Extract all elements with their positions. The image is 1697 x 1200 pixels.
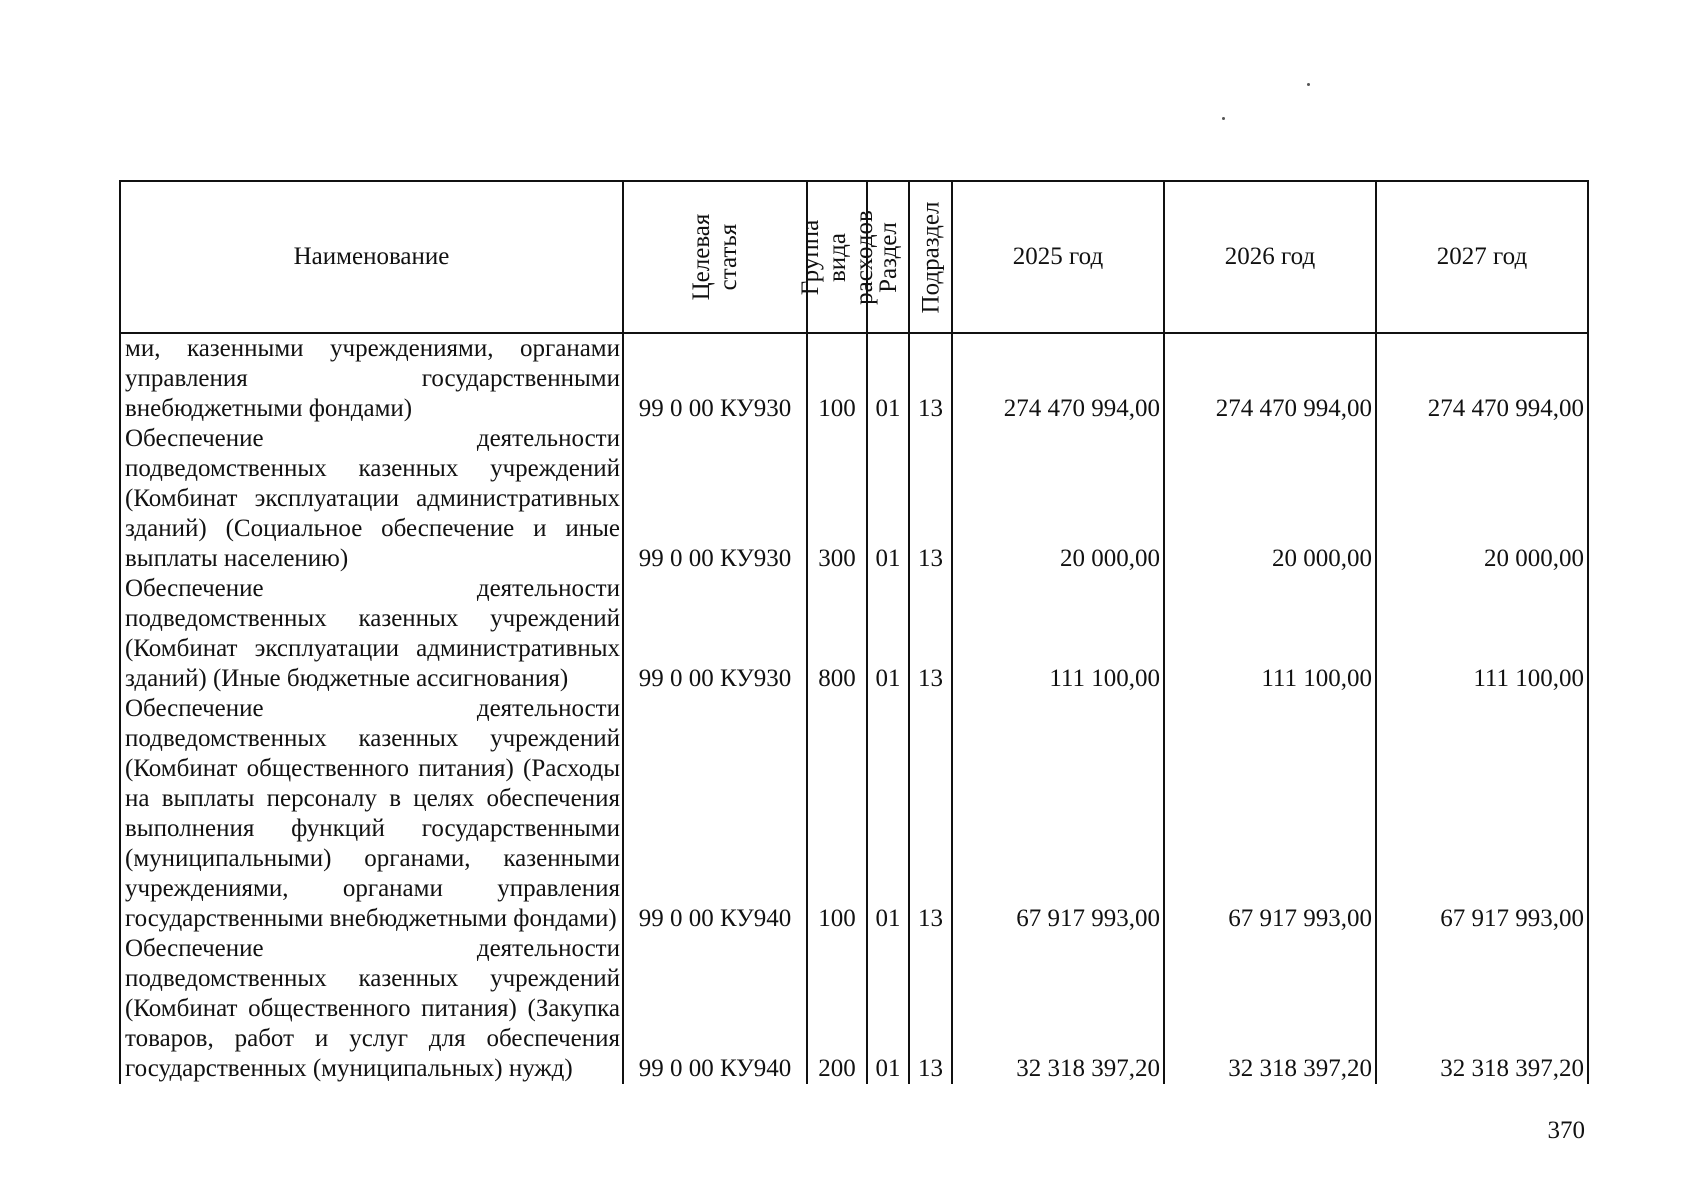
row-expense-group: 200 bbox=[807, 934, 867, 1084]
header-row bbox=[120, 181, 1588, 333]
row-expense-group: 800 bbox=[807, 574, 867, 694]
row-amount-2025: 32 318 397,20 bbox=[952, 934, 1164, 1084]
row-amount-2025: 20 000,00 bbox=[952, 424, 1164, 574]
row-amount-2025: 274 470 994,00 bbox=[952, 333, 1164, 424]
header-year-2027: 2027 год bbox=[1376, 181, 1588, 333]
table-row bbox=[120, 333, 1588, 424]
table-row bbox=[120, 934, 1588, 1084]
row-name: Обеспечение деятельности подведомственных казенных учреждений (Комбинат эксплуатации административных зданий) (Иные бюджетные ассигнования) bbox=[120, 574, 623, 694]
row-amount-2027: 32 318 397,20 bbox=[1376, 934, 1588, 1084]
row-amount-2026: 67 917 993,00 bbox=[1164, 694, 1376, 934]
row-name: Обеспечение деятельности подведомственных казенных учреждений (Комбинат общественного питания) (Расходы на выплаты персоналу в целях обеспечения выполнения функций государственными (муниципальными) органами, казенными учреждениями, органами управления государственными внебюджетными фондами) bbox=[120, 694, 623, 934]
header-subsection: Подраздел bbox=[909, 181, 952, 333]
row-subsection: 13 bbox=[909, 574, 952, 694]
row-subsection: 13 bbox=[909, 424, 952, 574]
row-subsection: 13 bbox=[909, 934, 952, 1084]
row-amount-2026: 111 100,00 bbox=[1164, 574, 1376, 694]
table-row bbox=[120, 424, 1588, 574]
row-expense-group: 300 bbox=[807, 424, 867, 574]
header-expense-group: Группа вида расходов bbox=[807, 181, 867, 333]
header-target-article: Целевая статья bbox=[623, 181, 807, 333]
row-section: 01 bbox=[867, 333, 909, 424]
row-target-article: 99 0 00 КУ940 bbox=[623, 694, 807, 934]
table-row bbox=[120, 574, 1588, 694]
scan-speck bbox=[1307, 83, 1310, 86]
table-row bbox=[120, 694, 1588, 934]
row-target-article: 99 0 00 КУ930 bbox=[623, 333, 807, 424]
row-name: Обеспечение деятельности подведомственных казенных учреждений (Комбинат общественного питания) (Закупка товаров, работ и услуг для обеспечения государственных (муниципальных) нужд) bbox=[120, 934, 623, 1084]
header-section: Раздел bbox=[867, 181, 909, 333]
row-target-article: 99 0 00 КУ930 bbox=[623, 574, 807, 694]
header-year-2026: 2026 год bbox=[1164, 181, 1376, 333]
row-amount-2027: 111 100,00 bbox=[1376, 574, 1588, 694]
page-number: 370 bbox=[1547, 1117, 1585, 1144]
row-section: 01 bbox=[867, 694, 909, 934]
row-subsection: 13 bbox=[909, 333, 952, 424]
row-name: Обеспечение деятельности подведомственных казенных учреждений (Комбинат эксплуатации административных зданий) (Социальное обеспечение и иные выплаты населению) bbox=[120, 424, 623, 574]
row-amount-2026: 20 000,00 bbox=[1164, 424, 1376, 574]
row-amount-2026: 32 318 397,20 bbox=[1164, 934, 1376, 1084]
row-amount-2026: 274 470 994,00 bbox=[1164, 333, 1376, 424]
row-expense-group: 100 bbox=[807, 694, 867, 934]
row-target-article: 99 0 00 КУ940 bbox=[623, 934, 807, 1084]
row-amount-2025: 111 100,00 bbox=[952, 574, 1164, 694]
row-expense-group: 100 bbox=[807, 333, 867, 424]
row-amount-2027: 67 917 993,00 bbox=[1376, 694, 1588, 934]
row-amount-2025: 67 917 993,00 bbox=[952, 694, 1164, 934]
row-section: 01 bbox=[867, 934, 909, 1084]
scan-speck bbox=[1222, 117, 1225, 120]
row-section: 01 bbox=[867, 424, 909, 574]
row-name: ми, казенными учреждениями, органами управления государственными внебюджетными фондами) bbox=[120, 333, 623, 424]
row-amount-2027: 274 470 994,00 bbox=[1376, 333, 1588, 424]
row-subsection: 13 bbox=[909, 694, 952, 934]
header-name: Наименование bbox=[120, 181, 623, 333]
row-amount-2027: 20 000,00 bbox=[1376, 424, 1588, 574]
row-section: 01 bbox=[867, 574, 909, 694]
budget-table bbox=[119, 180, 1589, 1084]
row-target-article: 99 0 00 КУ930 bbox=[623, 424, 807, 574]
header-year-2025: 2025 год bbox=[952, 181, 1164, 333]
